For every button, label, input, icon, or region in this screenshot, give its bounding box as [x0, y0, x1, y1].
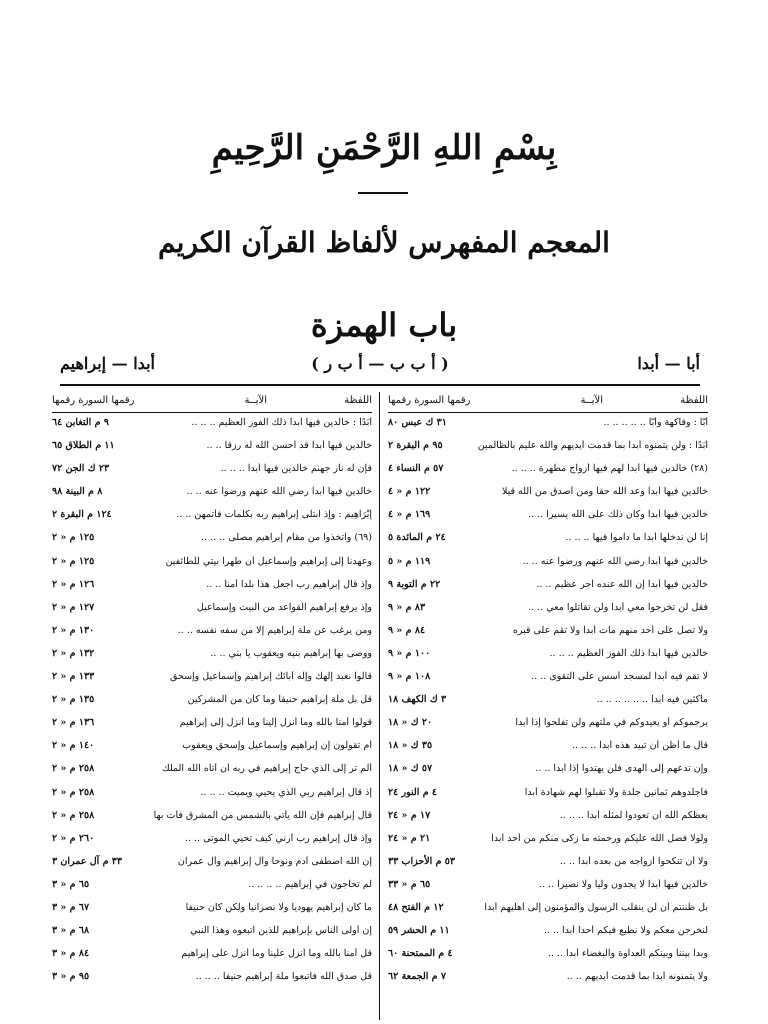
- verse-text: يرجموكم أو يعيدوكم في ملتهم ولن تفلحوا إذا أبدا: [515, 717, 708, 729]
- verse-text: إِبْرَاهِيم : وإذ ابتلى إبراهيم ربه بكلمات فأتمهن .. ..: [176, 509, 372, 521]
- verse-reference: ٢٥٨ م « ٢: [52, 809, 95, 821]
- left-column-rows: [52, 413, 372, 990]
- concordance-entry: [388, 528, 708, 551]
- verse-text: ألم تر إلى الذي حاج إبراهيم في ربه أن آتاه الله الملك: [161, 763, 372, 775]
- verse-text: ولا أن تنكحوا أزواجه من بعده أبدا .. ..: [559, 855, 708, 867]
- verse-text: وإذ قال إبراهيم رب أرني كيف تحيي الموتى .. ..: [184, 832, 372, 844]
- verse-reference: ١٣٠ م « ٢: [52, 624, 95, 636]
- verse-text: (٢٨) خالدين فيها أبدا لهم فيها أزواج مطهرة .. .. ..: [511, 463, 708, 475]
- verse-text: إنا لن ندخلها أبدا ما داموا فيها .. .. ..: [565, 532, 708, 544]
- header-word: اللفظة: [680, 395, 708, 406]
- verse-text: وإن تدعهم إلى الهدى فلن يهتدوا إذا أبدا .. ..: [535, 763, 708, 775]
- verse-text: خالدين فيها أبدا لا يجدون وليا ولا نصيرا .. ..: [539, 878, 708, 890]
- verse-reference: ١٣٢ م « ٢: [52, 647, 95, 659]
- verse-reference: ١١ م الحشر ٥٩: [388, 925, 450, 937]
- verse-text: ما كان إبراهيم يهوديا ولا نصرانيا ولكن كان حنيفا: [185, 901, 372, 913]
- verse-reference: ١٣٣ م « ٢: [52, 671, 95, 683]
- verse-reference: ٥٧ ك « ١٨: [388, 763, 433, 775]
- verse-reference: ٢٦٠ م « ٢: [52, 832, 95, 844]
- verse-text: أَبًّا : وفاكهة وأبًّا .. .. .. .. ..: [603, 417, 708, 428]
- verse-reference: ٧ م الجمعة ٦٢: [388, 971, 446, 983]
- verse-reference: ٣ ك الكهف ١٨: [388, 694, 447, 706]
- verse-text: خالدين فيها أبدا قد أحسن الله له رزقا .. ..: [206, 440, 372, 452]
- verse-reference: ٩ م التغابن ٦٤: [52, 417, 109, 428]
- concordance-entry: [388, 967, 708, 990]
- running-head: [60, 354, 700, 378]
- concordance-entry: [52, 852, 372, 875]
- verse-text: خالدين فيها أبدا إن الله عنده أجر عظيم .. ..: [536, 578, 708, 590]
- right-column: [388, 392, 708, 990]
- verse-text: (٦٩) واتخذوا من مقام إبراهيم مصلى .. .. ..: [201, 532, 372, 544]
- concordance-entry: [388, 482, 708, 505]
- verse-text: فقل لن تخرجوا معي أبدا ولن تقاتلوا معي .. ..: [528, 601, 708, 613]
- verse-text: خالدين فيها أبدا رضي الله عنهم ورضوا عنه .. ..: [186, 486, 372, 498]
- verse-text: ولا يتمنونه أبدا بما قدمت أيديهم .. ..: [566, 971, 708, 983]
- verse-reference: ٨ م البينة ٩٨: [52, 486, 103, 498]
- verse-reference: ١٠٨ م « ٩: [388, 671, 431, 683]
- verse-reference: ١٢٥ م « ٢: [52, 555, 95, 567]
- header-verse: الآيــة: [244, 395, 267, 406]
- concordance-entry: [52, 944, 372, 967]
- verse-reference: ٣٥ ك « ١٨: [388, 740, 433, 752]
- verse-reference: ١٤٠ م « ٢: [52, 740, 95, 752]
- concordance-entry: [52, 713, 372, 736]
- verse-reference: ١٣٥ م « ٢: [52, 694, 95, 706]
- verse-reference: ٤ م النور ٢٤: [388, 786, 438, 798]
- concordance-entry: [388, 552, 708, 575]
- concordance-entry: [388, 829, 708, 852]
- concordance-entry: [52, 528, 372, 551]
- concordance-entry: [52, 505, 372, 528]
- verse-reference: ٢٥٨ م « ٢: [52, 763, 95, 775]
- concordance-entry: [388, 459, 708, 482]
- verse-reference: ٨٣ م « ٩: [388, 601, 426, 613]
- right-column-rows: [388, 413, 708, 990]
- concordance-entry: [52, 783, 372, 806]
- verse-reference: ١٢٦ م « ٢: [52, 578, 95, 590]
- column-divider: [379, 392, 380, 1020]
- verse-reference: ٢٤ م المائدة ٥: [388, 532, 446, 544]
- concordance-entry: [388, 806, 708, 829]
- concordance-entry: [388, 644, 708, 667]
- concordance-entry: [388, 575, 708, 598]
- verse-reference: ٢٥٨ م « ٢: [52, 786, 95, 798]
- verse-text: ومن يرغب عن ملة إبراهيم إلا من سفه نفسه .. ..: [177, 624, 372, 636]
- verse-text: ماكثين فيه أبدا .. .. .. .. .. ..: [596, 694, 708, 706]
- verse-reference: ٦٨ م « ٣: [52, 925, 90, 937]
- concordance-entry: [388, 713, 708, 736]
- running-head-center: ( أ ب ب — أ ب ر ): [311, 354, 449, 373]
- concordance-entry: [52, 644, 372, 667]
- concordance-entry: [52, 829, 372, 852]
- right-column-header: [388, 392, 708, 413]
- verse-reference: ٨٤ م « ٣: [52, 948, 90, 960]
- title-divider: [358, 192, 408, 194]
- verse-reference: ٣٣ م آل عمران ٣: [52, 855, 122, 867]
- book-title: المعجم المفهرس لألفاظ القرآن الكريم: [158, 226, 610, 259]
- verse-text: إن أولى الناس بإبراهيم للذين اتبعوه وهذا النبي: [190, 925, 372, 937]
- running-head-left: أبدا — إبراهيم: [60, 354, 155, 373]
- verse-reference: ١١٩ م « ٥: [388, 555, 431, 567]
- verse-text: ولا تصل على أحد منهم مات أبدا ولا تقم على قبره: [512, 624, 708, 636]
- verse-text: خالدين فيها أبدا رضي الله عنهم ورضوا عنه .. ..: [522, 555, 708, 567]
- left-column: [52, 392, 372, 990]
- concordance-entry: [388, 413, 708, 436]
- concordance-entry: [388, 759, 708, 782]
- verse-reference: ٦٧ م « ٣: [52, 901, 90, 913]
- verse-reference: ١٧ م « ٢٤: [388, 809, 431, 821]
- verse-reference: ١٠٠ م « ٩: [388, 647, 431, 659]
- verse-text: لم تحاجون في إبراهيم .. .. .. ..: [248, 878, 372, 890]
- verse-text: قل آمنا بالله وما أنزل علينا وما أنزل على إبراهيم: [181, 948, 372, 960]
- concordance-entry: [52, 598, 372, 621]
- verse-reference: ١٢٥ م « ٢: [52, 532, 95, 544]
- running-head-right: أبا — أبدا: [637, 354, 700, 373]
- concordance-entry: [388, 783, 708, 806]
- concordance-entry: [52, 898, 372, 921]
- verse-reference: ٨٤ م « ٩: [388, 624, 426, 636]
- verse-text: خالدين فيها أبدا وعد الله حقا ومن أصدق من الله قيلا: [501, 486, 708, 498]
- verse-text: وعهدنا إلى إبراهيم وإسماعيل أن طهرا بيتي للطائفين: [165, 555, 372, 567]
- concordance-entry: [52, 875, 372, 898]
- header-rule: [60, 384, 700, 386]
- concordance-entry: [388, 505, 708, 528]
- left-column-header: [52, 392, 372, 413]
- concordance-entry: [52, 482, 372, 505]
- concordance-entry: [388, 436, 708, 459]
- verse-reference: ١٦٩ م « ٤: [388, 509, 431, 521]
- verse-reference: ٩٥ م البقرة ٢: [388, 440, 443, 452]
- verse-text: قل صدق الله فاتبعوا ملة إبراهيم حنيفا .. .. ..: [195, 971, 372, 983]
- verse-text: قال ما أظن أن تبيد هذه أبدا .. .. ..: [572, 740, 708, 752]
- concordance-entry: [52, 436, 372, 459]
- verse-text: إذ قال إبراهيم ربي الذي يحيي ويميت .. .. ..: [200, 786, 372, 798]
- verse-reference: ١٣٦ م « ٢: [52, 717, 95, 729]
- verse-reference: ٦٥ م « ٣: [52, 878, 90, 890]
- concordance-entry: [52, 921, 372, 944]
- verse-text: أم تقولون إن إبراهيم وإسماعيل وإسحق ويعقوب: [182, 740, 372, 752]
- verse-reference: ٢٣ ك الجن ٧٢: [52, 463, 110, 475]
- concordance-entry: [388, 690, 708, 713]
- verse-reference: ٢١ م « ٢٤: [388, 832, 431, 844]
- verse-text: إن الله اصطفى آدم ونوحا وآل إبراهيم وآل عمران: [177, 855, 372, 867]
- concordance-entry: [52, 575, 372, 598]
- verse-reference: ١١ م الطلاق ٦٥: [52, 440, 115, 452]
- basmala: بِسْمِ اللهِ الرَّحْمَنِ الرَّحِيمِ: [211, 128, 557, 168]
- concordance-entry: [52, 667, 372, 690]
- verse-reference: ٩٥ م « ٣: [52, 971, 90, 983]
- verse-text: قل بل ملة إبراهيم حنيفا وما كان من المشركين: [187, 694, 372, 706]
- concordance-entry: [52, 759, 372, 782]
- verse-text: قولوا آمنا بالله وما أنزل إلينا وما أنزل إلى إبراهيم: [179, 717, 372, 729]
- verse-reference: ١٢٤ م البقرة ٢: [52, 509, 112, 521]
- concordance-entry: [388, 852, 708, 875]
- header-verse: الآيــة: [580, 395, 603, 406]
- verse-reference: ٥٧ م النساء ٤: [388, 463, 444, 475]
- concordance-entry: [388, 667, 708, 690]
- verse-reference: ١٢٢ م « ٤: [388, 486, 431, 498]
- verse-text: ووصى بها إبراهيم بنيه ويعقوب يا بني .. ..: [210, 647, 372, 659]
- concordance-entry: [388, 736, 708, 759]
- concordance-entry: [52, 806, 372, 829]
- verse-text: ولولا فضل الله عليكم ورحمته ما زكى منكم من أحد أبدا: [491, 832, 708, 844]
- verse-text: لا تقم فيه أبدا لمسجد أسس على التقوى .. ..: [531, 671, 708, 683]
- verse-reference: ٢٠ ك « ١٨: [388, 717, 433, 729]
- verse-text: وإذ قال إبراهيم رب اجعل هذا بلدا آمنا .. ..: [206, 578, 372, 590]
- chapter-title: باب الهمزة: [310, 306, 458, 344]
- header-ref: رقمها السورة رقمها: [388, 395, 471, 406]
- concordance-entry: [388, 921, 708, 944]
- verse-text: وبدا بيننا وبينكم العداوة والبغضاء أبدا .. ..: [547, 948, 708, 960]
- header-ref: رقمها السورة رقمها: [52, 395, 135, 406]
- concordance-entry: [52, 736, 372, 759]
- verse-text: وإذ يرفع إبراهيم القواعد من البيت وإسماعيل: [196, 601, 372, 613]
- concordance-entry: [388, 898, 708, 921]
- concordance-entry: [52, 413, 372, 436]
- verse-text: خالدين فيها أبدا ذلك الفوز العظيم .. .. ..: [549, 647, 708, 659]
- concordance-entry: [52, 967, 372, 990]
- verse-text: قالوا نعبد إلهك وإله آبائك إبراهيم وإسماعيل وإسحق: [170, 671, 372, 683]
- verse-text: بل ظننتم أن لن ينقلب الرسول والمؤمنون إلى أهليهم أبدا: [484, 901, 708, 913]
- verse-text: خالدين فيها أبدا وكان ذلك على الله يسيرا .. ..: [528, 509, 708, 521]
- verse-text: قال إبراهيم فإن الله يأتي بالشمس من المشرق فأت بها: [153, 809, 372, 821]
- concordance-entry: [52, 552, 372, 575]
- verse-reference: ١٢ م الفتح ٤٨: [388, 901, 444, 913]
- concordance-entry: [388, 944, 708, 967]
- concordance-entry: [388, 598, 708, 621]
- verse-text: لنخرجن معكم ولا نطيع فيكم أحدا أبدا .. ..: [543, 925, 708, 937]
- verse-reference: ٥٣ م الأحزاب ٣٣: [388, 855, 455, 867]
- verse-reference: ٢٢ م التوبة ٩: [388, 578, 441, 590]
- verse-text: أَبَدًا : خالدين فيها أبدا ذلك الفوز العظيم .. .. ..: [191, 417, 372, 428]
- concordance-entry: [52, 621, 372, 644]
- concordance-entry: [388, 621, 708, 644]
- verse-reference: ٤ م الممتحنة ٦٠: [388, 948, 453, 960]
- concordance-entry: [52, 690, 372, 713]
- verse-reference: ١٢٧ م « ٢: [52, 601, 95, 613]
- header-word: اللفظة: [344, 395, 372, 406]
- verse-text: يعظكم الله أن تعودوا لمثله أبدا .. .. ..: [559, 809, 708, 821]
- verse-text: أَبَدًا : ولن يتمنوه أبدا بما قدمت أيديهم والله عليم بالظالمين: [477, 440, 708, 452]
- concordance-entry: [52, 459, 372, 482]
- verse-text: فاجلدوهم ثمانين جلدة ولا تقبلوا لهم شهادة أبدا: [524, 786, 708, 798]
- verse-reference: ٦٥ م « ٣٣: [388, 878, 431, 890]
- concordance-entry: [388, 875, 708, 898]
- verse-reference: ٣١ ك عبس ٨٠: [388, 417, 447, 428]
- verse-text: فإن له نار جهنم خالدين فيها أبدا .. .. ..: [220, 463, 372, 475]
